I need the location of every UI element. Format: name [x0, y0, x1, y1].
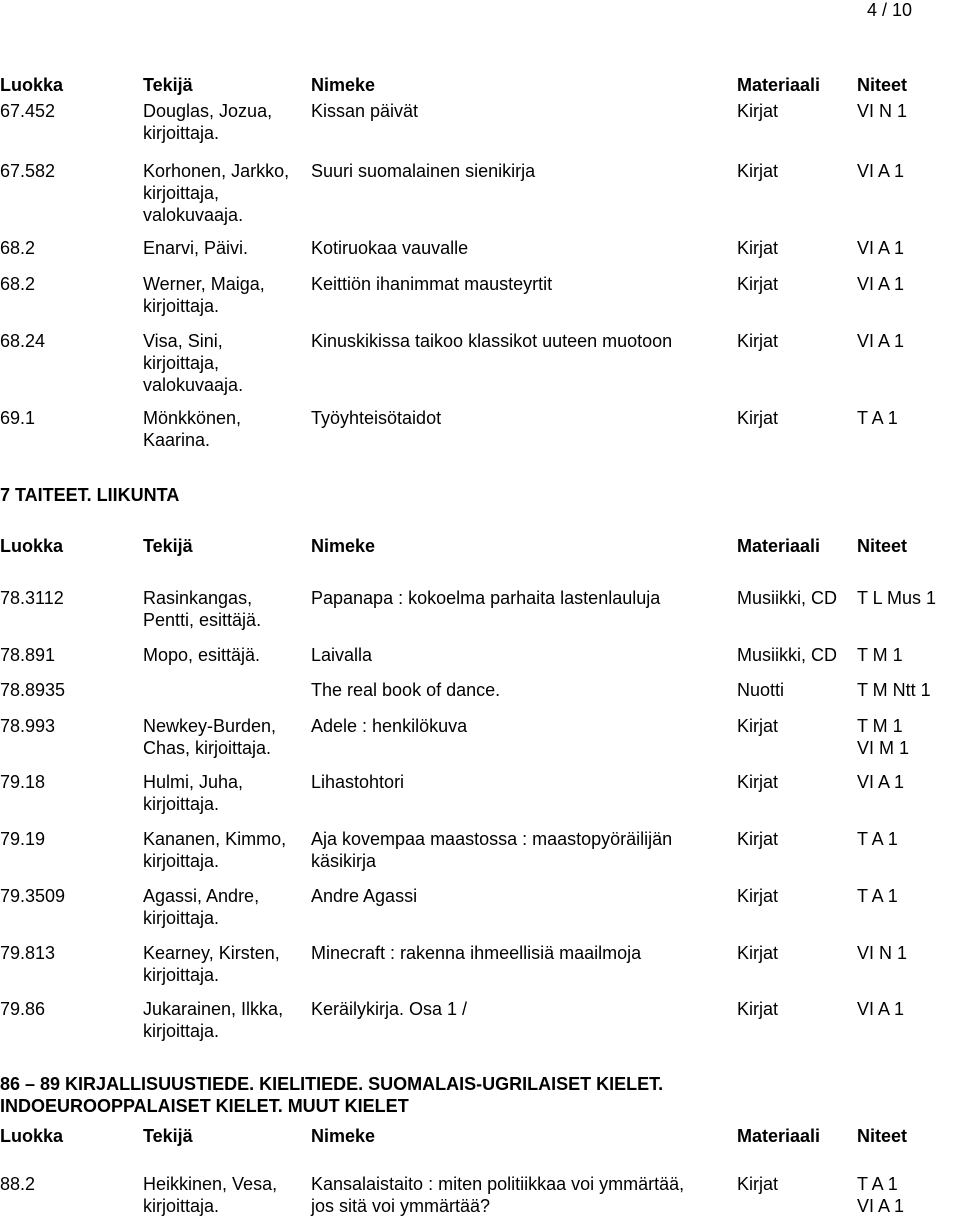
cell-nimeke: Kissan päivät	[311, 101, 419, 121]
cell-luokka: 69.1	[0, 408, 36, 428]
cell-luokka: 68.24	[0, 331, 46, 351]
column-header-luokka: Luokka	[0, 536, 64, 556]
cell-luokka: 78.3112	[0, 588, 64, 608]
cell-tekija: kirjoittaja.	[143, 794, 220, 814]
cell-materiaali: Kirjat	[737, 161, 779, 181]
cell-tekija: kirjoittaja.	[143, 965, 220, 985]
cell-niteet: T M 1	[857, 645, 903, 665]
cell-nimeke: Andre Agassi	[311, 886, 418, 906]
cell-nimeke: Aja kovempaa maastossa : maastopyöräilijän	[311, 829, 673, 849]
cell-tekija: Kearney, Kirsten,	[143, 943, 280, 963]
cell-tekija: Heikkinen, Vesa,	[143, 1174, 278, 1194]
cell-tekija: Agassi, Andre,	[143, 886, 260, 906]
cell-luokka: 68.2	[0, 238, 36, 258]
column-header-materiaali: Materiaali	[737, 1126, 821, 1146]
cell-niteet: VI A 1	[857, 331, 905, 351]
column-header-tekija: Tekijä	[143, 75, 193, 95]
cell-luokka: 67.452	[0, 101, 56, 121]
cell-niteet: VI A 1	[857, 161, 905, 181]
column-header-niteet: Niteet	[857, 536, 908, 556]
cell-niteet: T A 1	[857, 408, 898, 428]
cell-nimeke: Keittiön ihanimmat mausteyrtit	[311, 274, 553, 294]
cell-tekija: valokuvaaja.	[143, 205, 244, 225]
cell-niteet: VI N 1	[857, 943, 908, 963]
cell-nimeke: Papanapa : kokoelma parhaita lastenlauluja	[311, 588, 661, 608]
section-title-continued: INDOEUROOPPALAISET KIELET. MUUT KIELET	[0, 1096, 409, 1116]
cell-nimeke: The real book of dance.	[311, 680, 501, 700]
cell-tekija: Kaarina.	[143, 430, 211, 450]
cell-nimeke: Suuri suomalainen sienikirja	[311, 161, 536, 181]
column-header-niteet: Niteet	[857, 1126, 908, 1146]
cell-niteet: VI A 1	[857, 999, 905, 1019]
cell-tekija: Kananen, Kimmo,	[143, 829, 287, 849]
section-title: 7 TAITEET. LIIKUNTA	[0, 485, 180, 505]
cell-nimeke: Keräilykirja. Osa 1 /	[311, 999, 468, 1019]
column-header-luokka: Luokka	[0, 1126, 64, 1146]
cell-materiaali: Kirjat	[737, 829, 779, 849]
cell-niteet: T A 1	[857, 886, 898, 906]
cell-luokka: 79.3509	[0, 886, 66, 906]
cell-materiaali: Kirjat	[737, 999, 779, 1019]
cell-tekija: Mönkkönen,	[143, 408, 242, 428]
cell-niteet: T M 1	[857, 716, 903, 736]
cell-luokka: 79.813	[0, 943, 56, 963]
cell-tekija: Chas, kirjoittaja.	[143, 738, 272, 758]
cell-tekija: kirjoittaja.	[143, 1196, 220, 1216]
column-header-materiaali: Materiaali	[737, 536, 821, 556]
cell-niteet: VI A 1	[857, 274, 905, 294]
cell-niteet: VI A 1	[857, 772, 905, 792]
column-header-niteet: Niteet	[857, 75, 908, 95]
cell-nimeke: käsikirja	[311, 851, 377, 871]
column-header-nimeke: Nimeke	[311, 75, 376, 95]
cell-niteet: T M Ntt 1	[857, 680, 931, 700]
cell-niteet: VI A 1	[857, 238, 905, 258]
cell-materiaali: Kirjat	[737, 408, 779, 428]
cell-materiaali: Nuotti	[737, 680, 785, 700]
cell-materiaali: Kirjat	[737, 886, 779, 906]
cell-nimeke: Lihastohtori	[311, 772, 405, 792]
cell-tekija: kirjoittaja.	[143, 908, 220, 928]
cell-materiaali: Kirjat	[737, 101, 779, 121]
cell-tekija: Jukarainen, Ilkka,	[143, 999, 284, 1019]
cell-niteet: T A 1	[857, 829, 898, 849]
cell-luokka: 78.891	[0, 645, 56, 665]
page-number: 4 / 10	[867, 0, 913, 20]
column-header-tekija: Tekijä	[143, 536, 193, 556]
cell-luokka: 68.2	[0, 274, 36, 294]
cell-luokka: 79.86	[0, 999, 46, 1019]
cell-materiaali: Kirjat	[737, 331, 779, 351]
cell-tekija: Korhonen, Jarkko,	[143, 161, 290, 181]
cell-luokka: 78.8935	[0, 680, 66, 700]
cell-tekija: kirjoittaja.	[143, 123, 220, 143]
cell-nimeke: Adele : henkilökuva	[311, 716, 468, 736]
column-header-luokka: Luokka	[0, 75, 64, 95]
column-header-tekija: Tekijä	[143, 1126, 193, 1146]
cell-niteet: T L Mus 1	[857, 588, 937, 608]
cell-nimeke: Laivalla	[311, 645, 373, 665]
cell-tekija: Rasinkangas,	[143, 588, 253, 608]
cell-materiaali: Kirjat	[737, 943, 779, 963]
cell-luokka: 79.19	[0, 829, 46, 849]
cell-niteet: T A 1	[857, 1174, 898, 1194]
cell-tekija: Werner, Maiga,	[143, 274, 265, 294]
cell-niteet: VI N 1	[857, 101, 908, 121]
cell-tekija: kirjoittaja,	[143, 353, 220, 373]
cell-materiaali: Musiikki, CD	[737, 645, 838, 665]
cell-materiaali: Kirjat	[737, 772, 779, 792]
cell-materiaali: Kirjat	[737, 238, 779, 258]
cell-nimeke: jos sitä voi ymmärtää?	[311, 1196, 491, 1216]
column-header-nimeke: Nimeke	[311, 536, 376, 556]
section-title: 86 – 89 KIRJALLISUUSTIEDE. KIELITIEDE. SUOMALAIS-UGRILAISET KIELET.	[0, 1074, 664, 1094]
cell-tekija: valokuvaaja.	[143, 375, 244, 395]
cell-niteet: VI A 1	[857, 1196, 905, 1216]
cell-niteet: VI M 1	[857, 738, 910, 758]
cell-luokka: 78.993	[0, 716, 56, 736]
cell-nimeke: Kansalaistaito : miten politiikkaa voi ymmärtää,	[311, 1174, 685, 1194]
cell-tekija: Pentti, esittäjä.	[143, 610, 262, 630]
column-header-nimeke: Nimeke	[311, 1126, 376, 1146]
cell-tekija: Mopo, esittäjä.	[143, 645, 261, 665]
cell-luokka: 67.582	[0, 161, 56, 181]
cell-materiaali: Kirjat	[737, 716, 779, 736]
column-header-materiaali: Materiaali	[737, 75, 821, 95]
cell-tekija: Douglas, Jozua,	[143, 101, 273, 121]
cell-tekija: Newkey-Burden,	[143, 716, 277, 736]
cell-tekija: Hulmi, Juha,	[143, 772, 244, 792]
cell-nimeke: Minecraft : rakenna ihmeellisiä maailmoja	[311, 943, 642, 963]
cell-nimeke: Työyhteisötaidot	[311, 408, 442, 428]
cell-tekija: Enarvi, Päivi.	[143, 238, 249, 258]
cell-nimeke: Kotiruokaa vauvalle	[311, 238, 469, 258]
cell-tekija: Visa, Sini,	[143, 331, 223, 351]
cell-tekija: kirjoittaja.	[143, 1021, 220, 1041]
cell-nimeke: Kinuskikissa taikoo klassikot uuteen muotoon	[311, 331, 673, 351]
cell-luokka: 79.18	[0, 772, 46, 792]
cell-materiaali: Kirjat	[737, 1174, 779, 1194]
cell-materiaali: Musiikki, CD	[737, 588, 838, 608]
cell-tekija: kirjoittaja,	[143, 183, 220, 203]
cell-luokka: 88.2	[0, 1174, 36, 1194]
cell-tekija: kirjoittaja.	[143, 851, 220, 871]
cell-materiaali: Kirjat	[737, 274, 779, 294]
cell-tekija: kirjoittaja.	[143, 296, 220, 316]
